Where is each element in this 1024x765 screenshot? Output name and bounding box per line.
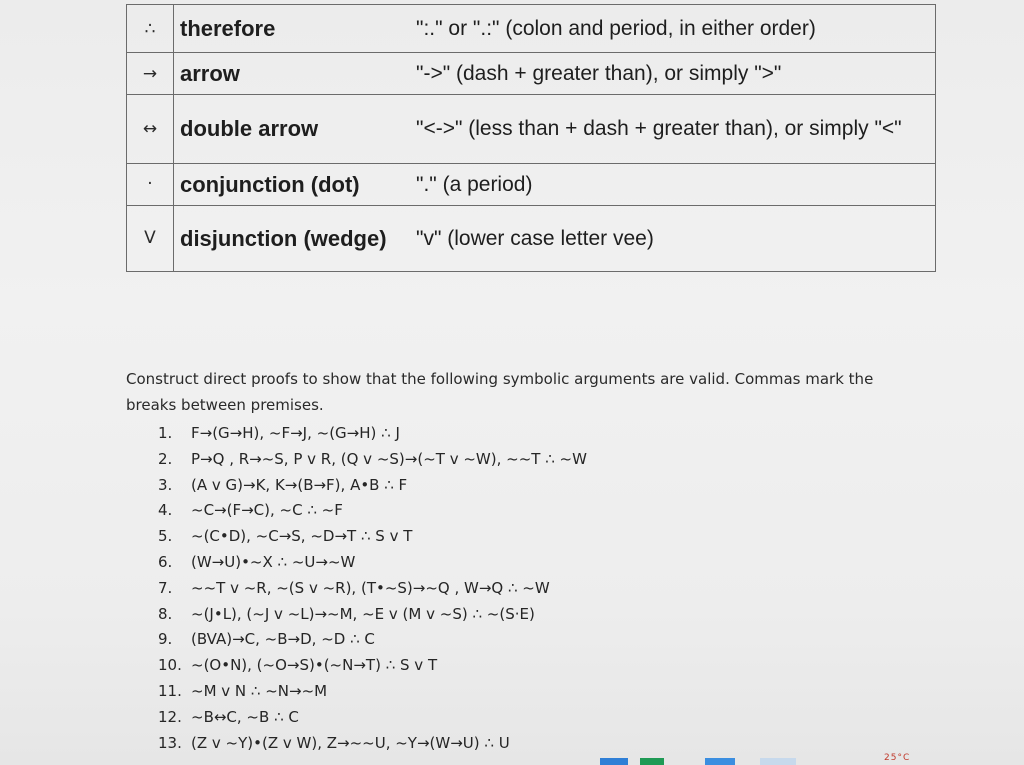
taskbar-app-icon[interactable] xyxy=(705,758,735,765)
problem-item xyxy=(158,550,587,576)
problem-item xyxy=(158,602,587,628)
problem-text: (Z v ~Y)•(Z v W), Z→~~U, ~Y→(W→U) ∴ U xyxy=(191,733,510,752)
symbol-name: arrow xyxy=(174,53,413,95)
symbol-row-conjunction xyxy=(127,163,936,205)
symbols-table xyxy=(126,4,936,272)
problem-text: ~C→(F→C), ~C ∴ ~F xyxy=(191,501,343,520)
problem-item xyxy=(158,473,587,499)
taskbar-app-icon[interactable] xyxy=(600,758,628,765)
problem-text: ~B↔C, ~B ∴ C xyxy=(191,707,299,726)
therefore-symbol: ∴ xyxy=(127,5,174,53)
problem-text: (BVA)→C, ~B→D, ~D ∴ C xyxy=(191,630,375,649)
problem-item xyxy=(158,421,587,447)
problem-list xyxy=(158,421,587,756)
problem-number: 2. xyxy=(158,449,173,468)
symbol-row-therefore xyxy=(127,5,936,53)
problem-item xyxy=(158,653,587,679)
problem-text: P→Q , R→~S, P v R, (Q v ~S)→(~T v ~W), ~~T ∴ ~W xyxy=(191,449,587,468)
problem-text: (W→U)•~X ∴ ~U→~W xyxy=(191,552,356,571)
problem-number: 7. xyxy=(158,578,173,597)
problem-item xyxy=(158,447,587,473)
symbol-row-disjunction xyxy=(127,205,936,271)
problem-text: F→(G→H), ~F→J, ~(G→H) ∴ J xyxy=(191,424,400,442)
problem-text: ~(J•L), (~J v ~L)→~M, ~E v (M v ~S) ∴ ~(S·E) xyxy=(191,604,535,623)
symbol-name: therefore xyxy=(174,5,413,53)
problem-text: ~(C•D), ~C→S, ~D→T ∴ S v T xyxy=(191,527,413,546)
problem-item xyxy=(158,524,587,550)
symbol-description: "->" (dash + greater than), or simply ">" xyxy=(412,53,936,95)
problem-number: 4. xyxy=(158,501,173,520)
problem-number: 12. xyxy=(158,707,182,726)
problem-text: ~M v N ∴ ~N→~M xyxy=(191,681,328,700)
symbol-name: conjunction (dot) xyxy=(174,163,413,205)
symbol-name: double arrow xyxy=(174,95,413,163)
problem-item xyxy=(158,627,587,653)
taskbar-app-icon[interactable] xyxy=(640,758,664,765)
problem-number: 6. xyxy=(158,552,173,571)
problem-number: 8. xyxy=(158,604,173,623)
problem-number: 9. xyxy=(158,630,173,649)
problem-text: ~~T v ~R, ~(S v ~R), (T•~S)→~Q , W→Q ∴ ~W xyxy=(191,578,550,597)
symbol-name: disjunction (wedge) xyxy=(174,205,413,271)
symbol-row-arrow xyxy=(127,53,936,95)
problem-number: 13. xyxy=(158,733,182,752)
problem-item xyxy=(158,498,587,524)
problem-number: 5. xyxy=(158,527,173,546)
double-arrow-symbol: ↔ xyxy=(127,95,174,163)
problem-item xyxy=(158,705,587,731)
problem-item xyxy=(158,576,587,602)
problem-number: 11. xyxy=(158,681,182,700)
taskbar-temperature: 25°C xyxy=(884,753,911,763)
problem-number: 1. xyxy=(158,424,173,442)
dot-symbol: · xyxy=(127,163,174,205)
problem-text: (A v G)→K, K→(B→F), A•B ∴ F xyxy=(191,475,408,494)
instructions-paragraph: Construct direct proofs to show that the following symbolic arguments are valid. Commas mark the breaks between premises. xyxy=(126,370,874,414)
taskbar-app-icon[interactable] xyxy=(760,758,796,765)
symbol-description: ":." or ".:" (colon and period, in either order) xyxy=(412,5,936,53)
wedge-symbol: V xyxy=(127,205,174,271)
symbol-description: "." (a period) xyxy=(412,163,936,205)
symbol-row-double-arrow xyxy=(127,95,936,163)
problem-item xyxy=(158,679,587,705)
problem-number: 3. xyxy=(158,475,173,494)
symbol-description: "<->" (less than + dash + greater than), or simply "<" xyxy=(412,95,936,163)
symbol-description: "v" (lower case letter vee) xyxy=(412,205,936,271)
problem-number: 10. xyxy=(158,656,182,675)
taskbar-strip xyxy=(0,752,1024,765)
arrow-symbol: → xyxy=(127,53,174,95)
problem-text: ~(O•N), (~O→S)•(~N→T) ∴ S v T xyxy=(191,656,438,675)
